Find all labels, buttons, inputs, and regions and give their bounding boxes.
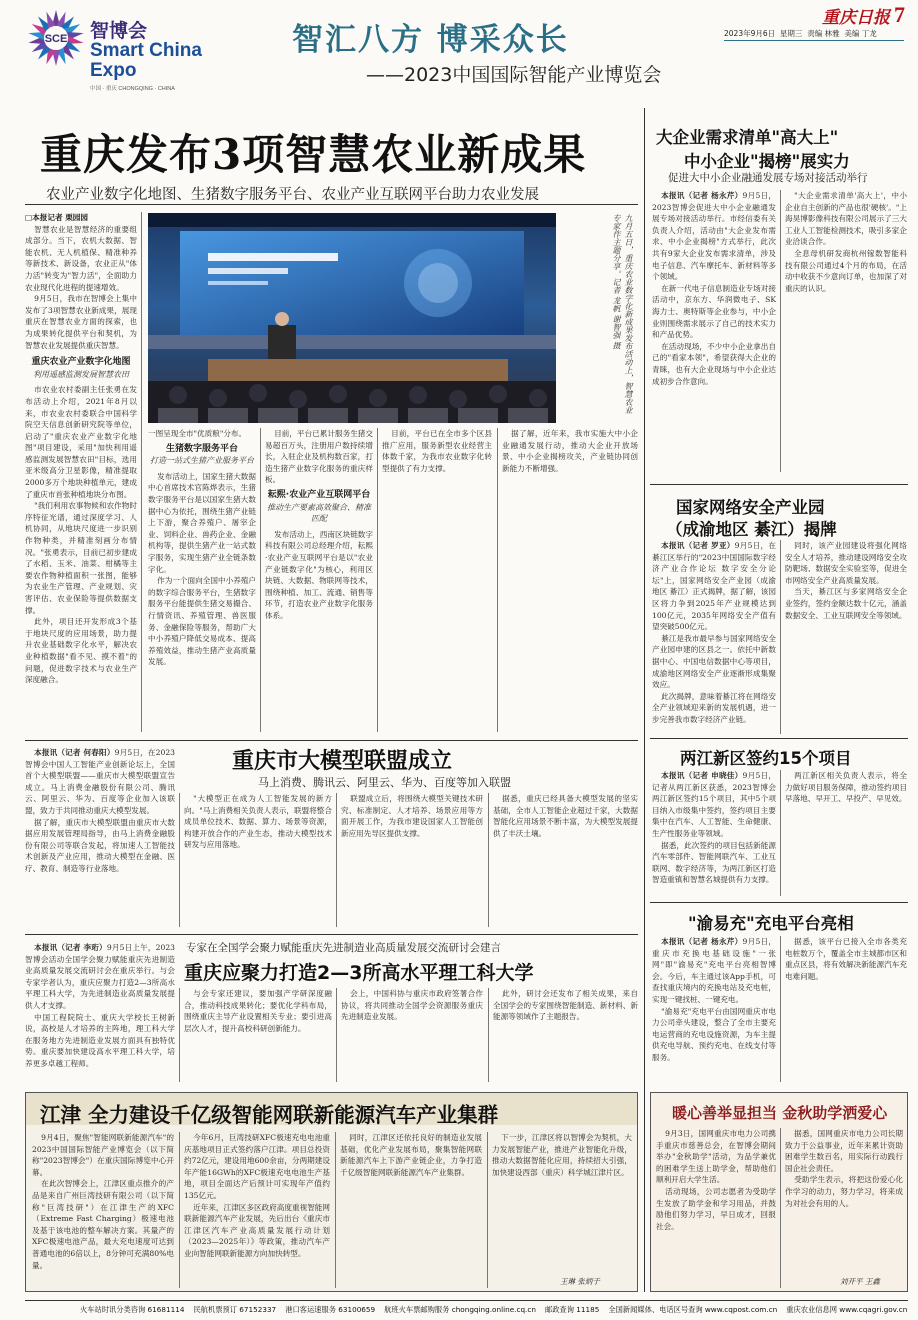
main-p9: 发布活动上，西南区块链数字科技有限公司总经理介绍，耘熙·农业产业互联网平台是以"农业产业链数字化"为核心，利用区块链、大数据、物联网等技术，围绕种植、加工、流通、销售等环节，打造农业产业数字化服务体系。: [265, 529, 373, 620]
enterprise-col-2: [785, 190, 907, 472]
jiangjin-col-2: [184, 1132, 330, 1288]
jiangjin-col-3: [340, 1132, 482, 1288]
jiangjin-p4: 近年来，江津区多区政府高度重视智能网联新能源汽车产业发展，先后出台《重庆市江津区汽车产业高质量发展行动计划（2023—2025年）》等政策，推动汽车产业向智能网联新能源方向加快转型。: [184, 1202, 330, 1258]
liangjiang-p3: 两江新区相关负责人表示，将全力做好项目服务保障，推动签约项目早落地、早开工、早投产、早见效。: [785, 771, 907, 804]
issue-weekday: 星期三: [779, 29, 803, 38]
divider: [141, 212, 142, 732]
charity-p1: 9月3日，国网重庆市电力公司携手重庆市慈善总会，在智博会期间举办"金秋助学"活动，为品学兼优的困难学生送上助学金，帮助他们顺利开启大学生活。: [656, 1129, 776, 1185]
model-p1: 9月5日，在2023智博会中国人工智能产业创新论坛上，全国首个大模型联盟——重庆市大模型联盟宣告成立。马上消费金融股份有限公司、腾讯云、阿里云、华为、百度等企业加入该联盟，致力于共同推动重庆大模型发展。: [25, 748, 175, 815]
charity-p2: 活动现场，公司志愿者为受助学生发放了助学金和学习用品，并鼓励他们努力学习，早日成才，回报社会。: [656, 1186, 776, 1231]
editor-label: 责编: [807, 29, 823, 38]
conference-photo: [148, 213, 556, 423]
main-p1: 智慧农业是智慧经济的重要组成部分。当下，农机大数据、智能农机、无人机植保、精准种养等新技术、新设备，农业正从"体力活"转变为"智力活"，全面助力农业现代化进程的提速增效。: [25, 224, 137, 292]
divider: [650, 484, 908, 485]
main-p6: 发布活动上，国家生猪大数据中心首席技术官陈烨表示，生猪数字服务平台是以国家生猪大数据中心为依托，围绕生猪产业链上下游，聚合养殖户、屠宰企业、饲料企业、兽药企业、金融机构等，提供生猪产业一站式数字服务，实现生猪产业全链条数字化。: [148, 471, 256, 574]
main-byline: □本报记者 栗园园: [25, 213, 88, 222]
main-col-4: [382, 428, 492, 732]
charging-col-2: [785, 936, 907, 1082]
main-headline: 重庆发布3项智慧农业新成果: [40, 130, 587, 179]
issue-date: 2023年9月6日: [724, 29, 776, 38]
jiangjin-p3: 今年6月，巨湾技研XFC极速充电电池重庆基地项目正式签约落户江津。项目总投资约72亿元，建设用地600余亩，分两期建设年产能16GWh的XFC极速充电电池生产基地，项目全面达产后预计可实现年产值约135亿元。: [184, 1133, 330, 1200]
enterprise-p4: "大企业需求清单'高大上'，中小企业自主创新的产品也很'硬核'。"上海昊博影像科技有限公司展示了三大工业人工智能检测技术，吸引多家企业洽谈合作。: [785, 191, 907, 247]
main-p4: "我们利用农事物候和农作物时序特征光谱，通过深度学习、人机协同，从地块尺度进一步识别作物种类，并精准刻画分布情况。"张勇表示，目前已初步建成了水稻、玉米、油菜、柑橘等主要农作物种植面积一张图，能够为农业生产管理、产业规划、灾害评估、农业保险等提供数据支撑。: [25, 501, 137, 615]
security-headline-1: 国家网络安全产业园: [676, 498, 825, 517]
charging-col-1: [652, 936, 776, 1082]
model-p4: 联盟成立后，将围绕大模型关键技术研究、标准制定、人才培养、场景应用等方面开展工作，为我市建设国家人工智能创新应用先导区提供支撑。: [341, 794, 483, 838]
photo-vertical-caption: 九月五日，重庆农业数字化新成果发布活动上，智慧农业专家作主题分享。记者 龙帆 谢智强 摄: [612, 214, 633, 414]
expo-name-cn: 智博会: [90, 20, 148, 42]
charity-col-2: [785, 1128, 903, 1274]
model-p3: "大模型正在成为人工智能发展的新方向。"马上消费相关负责人表示，联盟将整合成员单位技术、数据、算力、场景等资源，构建开放合作的产业生态，推动大模型技术研发与应用落地。: [184, 794, 332, 850]
university-p1: 9月5日上午，2023智博会活动全国学会聚力赋能重庆先进制造业高质量发展交流研讨会在重庆举行。与会专家学者认为，重庆应聚力打造2—3所高水平理工科大学，为先进制造业高质量发展提供人才支撑。: [25, 943, 175, 1010]
security-p4: 同时，该产业园建设将强化网络安全人才培养，推动建设网络安全攻防靶场、数据安全实验室等，促进全市网络安全产业高质量发展。: [785, 541, 907, 585]
model-byline: 本报讯（记者 何春阳）: [34, 748, 115, 757]
masthead-rule: [724, 40, 904, 41]
designer-name: 丁龙: [861, 29, 877, 38]
charging-p3: 据悉，该平台已接入全市各类充电桩数万个，覆盖全市主城都市区和重点区县，将有效解决新能源汽车充电难问题。: [785, 937, 907, 981]
model-p5: 据悉，重庆已经具备大模型发展的坚实基础，全市人工智能企业超过千家，大数据智能化应用场景不断丰富，为大模型发展提供了丰沃土壤。: [493, 794, 638, 838]
enterprise-p1: 9月5日，2023智博会促进大中小企业融通发展专场对接活动举行。市经信委有关负责人介绍，活动由"大企业发布需求、中小企业揭榜"方式举行，此次共有9家大企业发布需求清单，涉及电子信息、汽车摩托车、新材料等多个领域。: [652, 191, 776, 282]
main-col-1: [25, 212, 137, 732]
charity-p3: 据悉，国网重庆市电力公司长期致力于公益事业，近年来累计资助困难学生数百名，用实际行动践行国企社会责任。: [785, 1129, 903, 1173]
sec2-subtitle: 打造一站式生猪产业服务平台: [150, 456, 254, 466]
main-col-5: [502, 428, 638, 732]
jiangjin-headline: 江津 全力建设千亿级智能网联新能源汽车产业集群: [40, 1103, 499, 1127]
model-col-1: [25, 747, 175, 927]
enterprise-subhead: 促进大中小企业融通发展专场对接活动举行: [668, 172, 868, 184]
university-col-4: [493, 988, 638, 1082]
model-p2: 据了解，重庆市大模型联盟由重庆市大数据应用发展管理局指导，由马上消费金融股份有限公司等联合发起，将加速人工智能技术创新及产业应用，推动大模型在金融、医疗、教育、制造等行业落地。: [25, 817, 175, 873]
security-p1: 9月5日，在綦江区举行的"2023中国国际数字经济产业合作论坛 数字安全分论坛"上，国家网络安全产业园（成渝地区 綦江）正式揭牌，据了解，该园区将力争到2025年产业规模达到100亿元，2035年网络安全产值有望突破500亿元。: [652, 541, 776, 632]
enterprise-p2: 在新一代电子信息制造业专场对接活动中，京东方、华润微电子、SK海力士、奥特斯等企业参与，中小企业则围绕需求展示了自己的技术实力和产品优势。: [652, 283, 776, 340]
main-col-3: [265, 428, 373, 732]
divider: [377, 428, 378, 732]
divider: [25, 934, 638, 935]
divider: [650, 902, 908, 903]
footer-item: 民航机票预订 67152337: [193, 1305, 277, 1314]
sec1-title: 重庆农业产业数字化地图: [31, 357, 131, 368]
divider: [780, 190, 781, 472]
expo-location: 中国 · 重庆 CHONGQING · CHINA: [90, 86, 175, 92]
charity-headline: 暖心善举显担当 金秋助学洒爱心: [672, 1104, 888, 1122]
footer-item: 航班火车票邮购服务 chongqing.online.cq.cn: [384, 1305, 536, 1314]
main-p2: 9月5日，我市在智博会上集中发布了3项智慧农业新成果，展现重庆在智慧农业方面的探索，也为成果转化提供平台和契机，为智慧农业发展提供重庆智慧。: [25, 294, 137, 350]
liangjiang-p1: 9月5日，记者从两江新区获悉，2023智博会两江新区签约15个项目，其中5个项目纳入市级集中签约，签约项目主要集中在汽车、人工智能、生命健康、生产性服务业等领域。: [652, 771, 776, 838]
main-p10: 目前，平台已在全市多个区县推广应用，服务新型农业经营主体数千家，为我市农业数字化转型提供了有力支撑。: [382, 429, 492, 473]
sec3-subtitle: 推动生产要素高效聚合、精准匹配: [267, 502, 371, 524]
university-headline: 重庆应聚力打造2—3所高水平理工科大学: [184, 962, 534, 984]
jiangjin-p6: 下一步，江津区将以智博会为契机，大力发展智能产业，推进产业智能化升级，推动大数据智能化应用，持续招大引强，加快建设西部（重庆）科学城江津片区。: [492, 1133, 632, 1177]
charging-headline: "渝易充"充电平台亮相: [688, 914, 854, 933]
footer-item: 邮政查询 11185: [544, 1305, 600, 1314]
university-p5: 此外，研讨会还发布了相关成果，来自全国学会的专家围绕智能制造、新材料、新能源等领域作了主题报告。: [493, 989, 638, 1022]
university-p4: 会上，中国科协与重庆市政府签署合作协议，将共同推动全国学会资源服务重庆先进制造业发展。: [341, 989, 483, 1022]
footer-rule: [25, 1300, 908, 1301]
main-p5: 此外，项目还开发形成3个基于地块尺度的应用场景，助力提升农业基础数字化水平，解决农业种植数据"看不见、摸不着"的问题，促进数字技术与农业生产深度融合。: [25, 617, 137, 685]
divider: [488, 793, 489, 927]
university-col-2: [184, 988, 332, 1082]
security-col-2: [785, 540, 907, 734]
paper-name: 重庆日报: [822, 8, 890, 28]
sec3-title: 耘熙·农业产业互联网平台: [267, 489, 371, 500]
enterprise-byline: 本报讯（记者 杨永芹）: [661, 191, 743, 200]
divider: [497, 428, 498, 732]
jiangjin-p1: 9月4日，聚焦"智能网联新能源汽车"的2023中国国际智能产业博览会（以下简称"2023智博会"）在重庆国际博览中心开幕。: [32, 1133, 174, 1177]
model-headline: 重庆市大模型联盟成立: [232, 749, 453, 774]
divider: [780, 1128, 781, 1288]
liangjiang-col-2: [785, 770, 907, 896]
university-p3: 与会专家还建议，要加强产学研深度融合，推动科技成果转化；要优化学科布局，围绕重庆主导产业设置相关专业；要引进高层次人才，提升高校科研创新能力。: [184, 989, 332, 1033]
enterprise-headline-2: 中小企业"揭榜"展实力: [684, 152, 850, 171]
footer-line: [80, 1305, 908, 1315]
security-headline-2: （成渝地区 綦江）揭牌: [666, 520, 837, 539]
jiangjin-p2: 在此次智博会上，江津区重点推介的产品是来自广州巨湾技研有限公司（以下简称"巨湾技研"）在江津生产的XFC（Extreme Fast Charging）极速电池及基于该电池的整车解决方案。其量产的XFC极速电池产品，最大充电速度可达到普通电池的6倍以上，8分钟可充满80%电量。: [32, 1179, 174, 1270]
main-photo-caption: 一图呈现全市"优质粮"分布。: [148, 429, 247, 438]
university-p2: 中国工程院院士、重庆大学校长王树新说，高校是人才培养的主阵地，理工科大学在服务地方先进制造业发展方面具有独特优势。重庆要加快建设高水平理工科大学，培养更多卓越工程师。: [25, 1012, 175, 1068]
model-col-4: [493, 793, 638, 927]
university-intro: 专家在全国学会聚力赋能重庆先进制造业高质量发展交流研讨会建言: [186, 942, 501, 954]
enterprise-p5: 全息母机研发商杭州镓数智能科技有限公司通过4个月的布局，在活动中收获不少意向订单，也加深了对重庆的认识。: [785, 248, 907, 293]
sunburst-logo-icon: [26, 8, 86, 68]
main-top-rule: [25, 204, 638, 205]
divider: [780, 770, 781, 896]
main-photo: [148, 213, 556, 423]
charging-p1: 9月5日，重庆市充换电基础设施"一张网"即"渝易充"充电平台亮相智博会。今后，车主通过该App手机，可查找重庆境内的充换电站及充电桩，实现一键找桩、一键充电。: [652, 937, 776, 1004]
jiangjin-p5: 同时，江津区还依托良好的制造业发展基础，优化产业发展布局，聚集智能网联新能源汽车上下游产业链企业，力争打造千亿级智能网联新能源汽车产业集群。: [340, 1133, 482, 1177]
charity-signature: 刘开平 王鑫: [840, 1277, 880, 1286]
main-p7: 作为一个面向全国中小养殖户的数字综合服务平台，生猪数字服务平台能提供生猪交易撮合、行情资讯、养殖管理、兽医服务、金融保险等服务，帮助广大中小养殖户降低交易成本、提高养殖效益，推动生猪产业高质量发展。: [148, 576, 256, 667]
expo-subtitle: ——2023中国国际智能产业博览会: [366, 64, 662, 86]
divider: [260, 428, 261, 732]
charging-byline: 本报讯（记者 杨永芹）: [661, 937, 743, 946]
divider: [25, 740, 638, 741]
footer-item: 火车站时讯分类咨询 61681114: [80, 1305, 185, 1314]
security-p2: 綦江是我市最早参与国家网络安全产业园申建的区县之一。依托中新数据中心、中国电信数据中心等项目，成渝地区网络安全产业逐渐形成集聚效应。: [652, 633, 776, 690]
security-p5: 当天，綦江区与多家网络安全企业签约，签约金额达数十亿元，涵盖数据安全、工业互联网安全等领域。: [785, 587, 907, 620]
charging-p2: "渝易充"充电平台由国网重庆市电力公司牵头建设，整合了全市主要充电运营商的充电设施资源，为车主提供充电导航、预约充电、在线支付等服务。: [652, 1006, 776, 1062]
divider: [780, 540, 781, 734]
editor-name: 林雅: [824, 29, 840, 38]
divider: [179, 793, 180, 927]
model-col-2: [184, 793, 332, 927]
divider: [780, 936, 781, 1082]
divider: [488, 988, 489, 1082]
main-col1-text: [25, 224, 137, 686]
sidebar-top-p6-echo: 据了解，近年来，我市实施大中小企业融通发展行动，推动大企业开放场景、中小企业揭榜攻关，产业链协同创新能力不断增强。: [502, 429, 638, 473]
liangjiang-col-1: [652, 770, 776, 896]
jiangjin-col-1: [32, 1132, 174, 1288]
sec2-title: 生猪数字服务平台: [165, 443, 238, 454]
main-p8: 目前，平台已累计服务生猪交易超百万头，注册用户数持续增长，入驻企业及机构数百家，打造生猪产业数字化服务的重庆样板。: [265, 429, 373, 485]
jiangjin-signature: 王琳 张炳于: [560, 1277, 600, 1286]
issue-date-line: [724, 28, 877, 39]
main-subhead: 农业产业数字化地图、生猪数字服务平台、农业产业互联网平台助力农业发展: [46, 187, 539, 203]
university-col-3: [341, 988, 483, 1082]
divider: [335, 1132, 336, 1288]
divider: [179, 1132, 180, 1288]
svg-text:SCE: SCE: [44, 33, 68, 45]
footer-item: 全国新闻媒体、电话区号查询 www.cqpost.com.cn: [608, 1305, 778, 1314]
model-subhead: 马上消费、腾讯云、阿里云、华为、百度等加入联盟: [258, 776, 511, 789]
masthead: [0, 0, 918, 95]
divider: [644, 108, 645, 1292]
divider: [336, 793, 337, 927]
footer-item: 重庆农业信息网 www.cqagri.gov.cn: [786, 1305, 908, 1314]
liangjiang-byline: 本报讯（记者 申晓佳）: [661, 771, 743, 780]
expo-name-en-1: Smart China: [90, 40, 202, 61]
divider: [336, 988, 337, 1082]
designer-label: 美编: [844, 29, 860, 38]
charity-p4: 受助学生表示，将把这份爱心化作学习的动力，努力学习，将来成为对社会有用的人。: [785, 1175, 903, 1208]
page-number: 7: [894, 2, 905, 27]
main-col-2: [148, 428, 256, 732]
masthead-slogan: 智汇八方 博采众长: [292, 22, 569, 58]
footer-item: 港口客运速服务 63100659: [285, 1305, 376, 1314]
security-col-1: [652, 540, 776, 734]
divider: [179, 988, 180, 1082]
smart-china-expo-logo: [26, 8, 86, 68]
enterprise-headline-1: 大企业需求清单"高大上": [656, 128, 839, 147]
security-p3: 此次揭牌，意味着綦江将在网络安全产业领域迎来新的发展机遇，进一步完善我市数字经济产业链。: [652, 691, 776, 724]
sec1-subtitle: 利用遥感监测发展智慧农田: [33, 369, 129, 379]
university-byline: 本报讯（记者 李珩）: [34, 943, 107, 952]
enterprise-p3: 在活动现场，不少中小企业拿出自己的"看家本领"，希望获得大企业的青睐，也有大企业现场与中小企业达成初步合作意向。: [652, 341, 776, 386]
expo-name-en-2: Expo: [90, 60, 137, 81]
main-p3: 市农业农村委副主任张勇在发布活动上介绍，2021年8月以来，市农业农村委联合中国科学院空天信息创新研究院等单位，启动了"重庆农业产业数字化地图"项目建设，采用"加快利用遥感监测发展智慧农田"目标，选用亚米级高分卫星影像，精准提取2000多万个地块种植单元，建成了重庆市首张种植地块分布图。: [25, 385, 137, 499]
divider: [650, 738, 908, 739]
charity-col-1: [656, 1128, 776, 1288]
liangjiang-p2: 据悉，此次签约的项目包括新能源汽车零部件、智能网联汽车、工业互联网、数字经济等，为两江新区打造智造重镇和智慧名城提供有力支撑。: [652, 840, 776, 885]
university-col-1: [25, 942, 175, 1082]
model-col-3: [341, 793, 483, 927]
jiangjin-col-4: [492, 1132, 632, 1274]
divider: [487, 1132, 488, 1288]
liangjiang-headline: 两江新区签约15个项目: [680, 749, 852, 768]
security-byline: 本报讯（记者 罗亚）: [661, 541, 735, 550]
enterprise-col-1: [652, 190, 776, 472]
